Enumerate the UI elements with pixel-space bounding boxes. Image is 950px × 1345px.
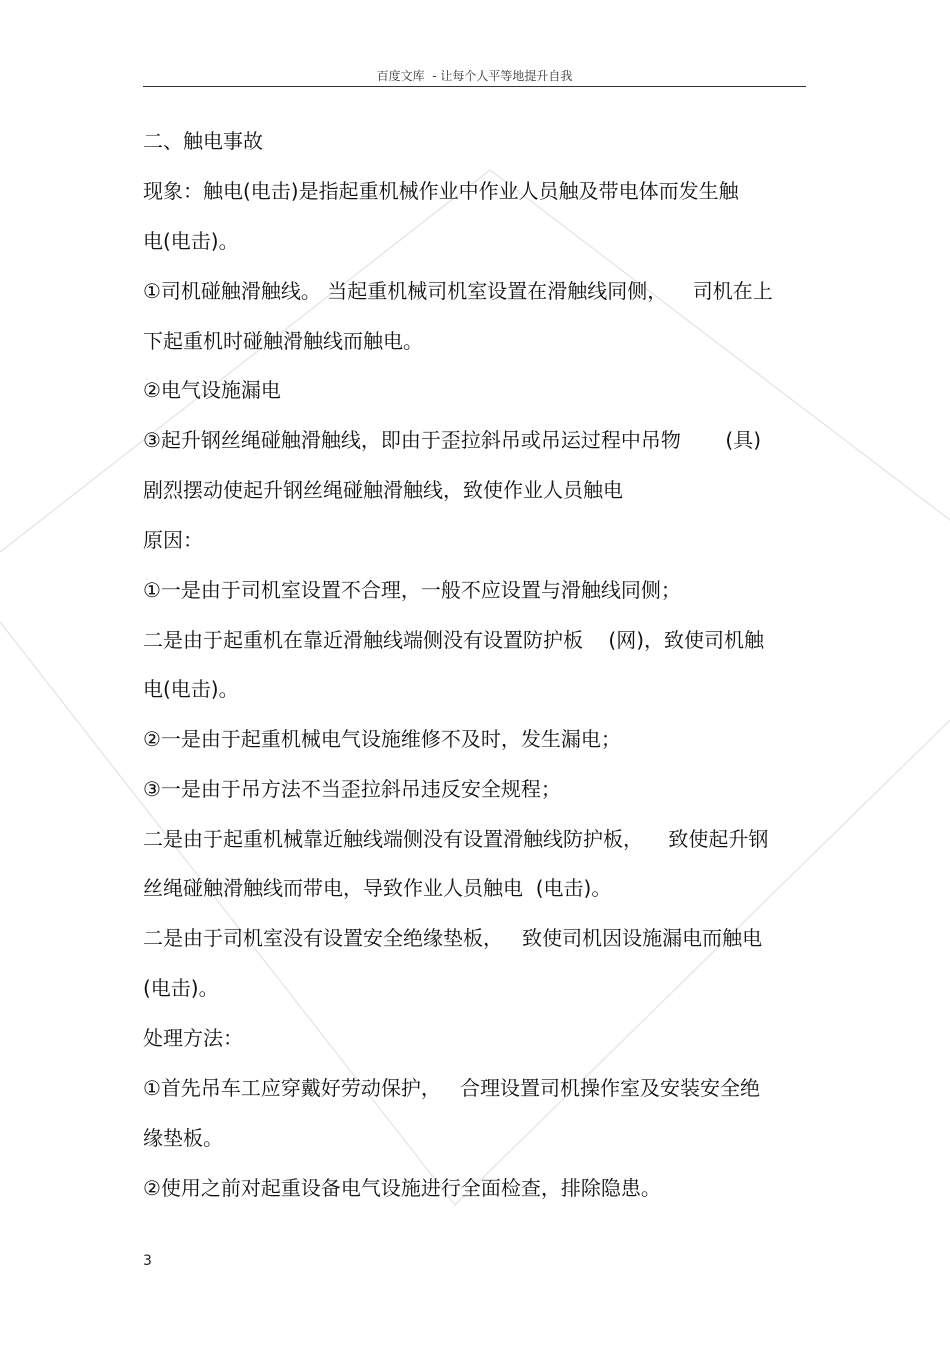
paragraph-line: 原因： <box>143 528 203 552</box>
paragraph-line: 二是由于起重机在靠近滑触线端侧没有设置防护板 (网)，致使司机触 <box>143 628 765 652</box>
paragraph-line: 剧烈摆动使起升钢丝绳碰触滑触线，致使作业人员触电 <box>143 478 623 502</box>
paragraph-line: ②使用之前对起重设备电气设施进行全面检查，排除隐患。 <box>143 1176 661 1200</box>
paragraph-line: 电(电击)。 <box>143 677 239 701</box>
page-header: 百度文库 - 让每个人平等地提升自我 <box>376 69 573 83</box>
paragraph-line: ②电气设施漏电 <box>143 378 281 402</box>
paragraph-line: 缘垫板。 <box>143 1126 223 1150</box>
paragraph-line: 下起重机时碰触滑触线而触电。 <box>143 329 423 353</box>
paragraph-line: 二是由于起重机械靠近触线端侧没有设置滑触线防护板， 致使起升钢 <box>143 827 769 851</box>
paragraph-line: 丝绳碰触滑触线而带电，导致作业人员触电 (电击)。 <box>143 876 612 900</box>
paragraph-line: 二是由于司机室没有设置安全绝缘垫板， 致使司机因设施漏电而触电 <box>143 926 763 950</box>
section-heading: 二、触电事故 <box>143 129 263 153</box>
paragraph-line: ③起升钢丝绳碰触滑触线，即由于歪拉斜吊或吊运过程中吊物 (具) <box>143 428 762 452</box>
paragraph-line: ③一是由于吊方法不当歪拉斜吊违反安全规程； <box>143 777 561 801</box>
paragraph-line: ②一是由于起重机械电气设施维修不及时，发生漏电； <box>143 727 621 751</box>
paragraph-line: (电击)。 <box>143 976 219 1000</box>
paragraph-line: ①一是由于司机室设置不合理，一般不应设置与滑触线同侧； <box>143 578 681 602</box>
page-number: 3 <box>143 1253 152 1269</box>
paragraph-line: ①首先吊车工应穿戴好劳动保护， 合理设置司机操作室及安装安全绝 <box>143 1076 761 1100</box>
paragraph-line: 电(电击)。 <box>143 229 239 253</box>
header-rule <box>143 86 806 87</box>
paragraph-line: 现象：触电(电击)是指起重机械作业中作业人员触及带电体而发生触 <box>143 179 739 203</box>
paragraph-line: 处理方法： <box>143 1026 243 1050</box>
paragraph-line: ①司机碰触滑触线。 当起重机械司机室设置在滑触线同侧， 司机在上 <box>143 279 773 303</box>
